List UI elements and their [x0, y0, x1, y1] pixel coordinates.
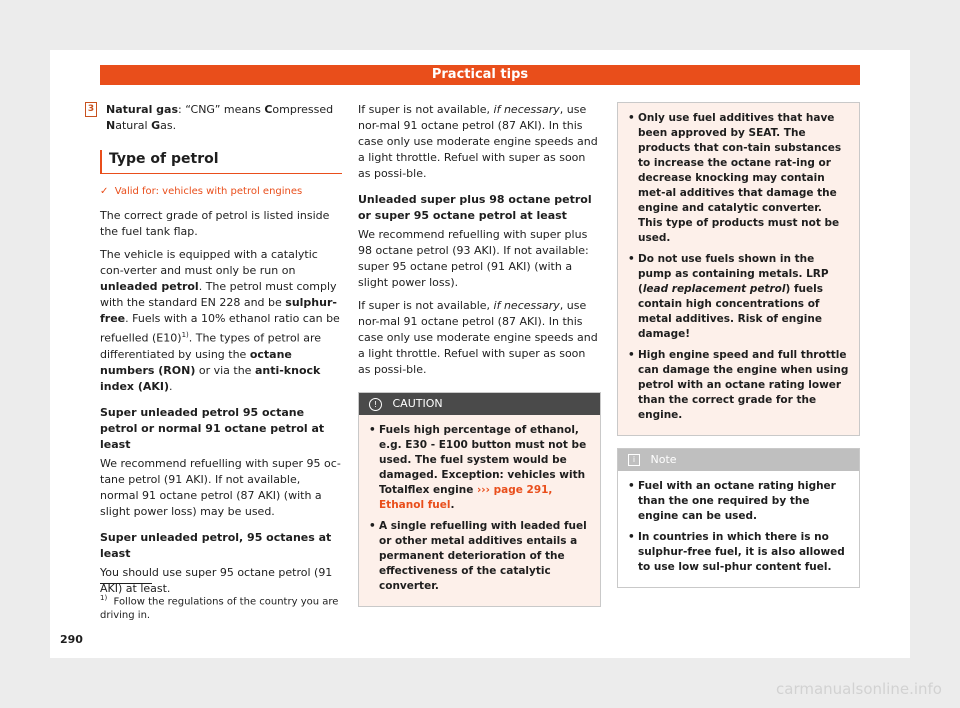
subheading: Super unleaded petrol 95 octane petrol or normal 91 octane petrol at least — [100, 405, 325, 451]
watermark: carmanualsonline.info — [776, 680, 942, 698]
note-bullet: • Fuel with an octane rating higher than the one required by the engine can be used. — [628, 479, 849, 524]
natural-gas-text: as. — [160, 119, 177, 132]
paragraph: You should use super 95 octane petrol (91 AKI) at least. — [100, 565, 333, 595]
footnote — [100, 591, 345, 623]
check-icon: ✓ — [100, 186, 109, 197]
info-icon: i — [628, 454, 640, 466]
text: Fuels high percentage of ethanol, e.g. E30 - E100 button must not be used. The fuel system would be damaged. Exception: vehicles with Totalflex engine — [379, 424, 587, 496]
text: or via the — [195, 363, 255, 377]
paragraph: We recommend refuelling with super plus 98 octane petrol (93 AKI). If not available: super 95 octane petrol (91 AKI) (with a slight power loss). — [358, 228, 589, 289]
bold-text: unleaded petrol — [100, 280, 199, 293]
bold-text: octane numbers (RON) — [100, 347, 292, 377]
natural-gas-label: Natural gas — [106, 103, 179, 116]
natural-gas-text: ompressed — [272, 103, 334, 116]
note-header — [618, 449, 859, 471]
text: , use nor-mal 91 octane petrol (87 AKI). In this case only use moderate engine speeds and a light throttle. Refuel with super as soon as possi-ble. — [358, 103, 598, 180]
caution-bullet: • A single refuelling with leaded fuel or other metal additives entails a permanent deterioration of the effectiveness of the catalytic converter. — [369, 519, 590, 594]
caution-title: CAUTION — [392, 397, 443, 410]
caution-header — [359, 393, 600, 415]
section-title: Type of petrol — [100, 150, 342, 174]
text: , use nor-mal 91 octane petrol (87 AKI). In this case only use moderate engine speeds and a light throttle. Refuel with super as soon as possi-ble. — [358, 299, 598, 376]
page-number: 290 — [60, 633, 83, 646]
warning-bullet: • Only use fuel additives that have been approved by SEAT. The products that con-tain substances to increase the octane rat-ing or decrease knocking may contain met-al additives that damage the engine and catalytic converter. This type of products must not be used. — [628, 111, 849, 246]
caution-box — [358, 392, 601, 607]
subheading: Super unleaded petrol, 95 octanes at least — [100, 530, 332, 560]
bold-text: sulphur-free — [100, 296, 337, 325]
text: The vehicle is equipped with a catalytic con-verter and must only be run on — [100, 248, 318, 277]
link-text: page 291, Ethanol fuel — [379, 484, 553, 511]
text: . The types of petrol are differentiated by using the — [100, 331, 322, 361]
page-header: Practical tips — [100, 65, 860, 85]
note-box — [617, 448, 860, 588]
footnote-divider — [100, 583, 152, 584]
natural-gas-text: atural — [115, 119, 152, 132]
paragraph — [358, 102, 601, 182]
column-right — [617, 102, 860, 588]
warning-box — [617, 102, 860, 436]
valid-for-text: Valid for: vehicles with petrol engines — [114, 186, 303, 197]
footnote-text: Follow the regulations of the country you are driving in. — [100, 596, 339, 622]
text: . — [169, 379, 173, 393]
caution-body — [359, 415, 600, 606]
letter-n: N — [106, 119, 116, 132]
text: . Fuels with a 10% ethanol ratio can be refuelled (E10) — [100, 312, 340, 345]
text: If super is not available, — [358, 103, 494, 116]
text: . The petrol must comply with the standard EN 228 and be — [100, 280, 337, 309]
note-title: Note — [650, 453, 677, 466]
subheading: Unleaded super plus 98 octane petrol or super 95 octane petrol at least — [358, 193, 592, 222]
italic-text: lead replacement petrol — [642, 283, 786, 295]
text: If super is not available, — [358, 299, 494, 312]
bold-text: anti-knock index (AKI) — [100, 363, 321, 393]
natural-gas-item — [87, 102, 342, 134]
valid-for-line — [100, 184, 342, 200]
note-body — [618, 471, 859, 587]
column-left — [87, 102, 342, 604]
note-bullet: • In countries in which there is no sulphur-free fuel, it is also allowed to use low sul-phur content fuel. — [628, 530, 849, 575]
caution-bullet — [369, 423, 590, 513]
letter-c: C — [264, 103, 273, 116]
column-middle — [358, 102, 601, 607]
letter-g: G — [151, 119, 161, 132]
italic-text: if necessary — [493, 299, 560, 312]
text: . — [450, 499, 455, 511]
paragraph-catalytic — [100, 247, 342, 395]
paragraph: We recommend refuelling with super 95 oc-tane petrol (91 AKI). If not available, normal 91 octane petrol (87 AKI) (with a slight power loss) may be used. — [100, 456, 341, 518]
warning-bullet — [628, 252, 849, 342]
paragraph: The correct grade of petrol is listed inside the fuel tank flap. — [100, 209, 330, 238]
italic-text: if necessary — [493, 103, 560, 116]
caution-icon: ! — [369, 398, 382, 411]
paragraph — [358, 298, 601, 378]
warning-body — [618, 103, 859, 435]
natural-gas-text: : “CNG” means — [178, 103, 265, 116]
text: Do not use fuels shown in the pump as containing metals. LRP ( — [638, 253, 829, 295]
footnote-ref: 1) — [181, 331, 189, 339]
footnote-marker: 1) — [100, 594, 108, 602]
arrow-icon: ››› — [476, 484, 490, 496]
text: ) fuels contain high concentrations of metal additives. Risk of engine damage! — [638, 283, 823, 340]
item-number-badge: 3 — [85, 102, 97, 117]
warning-bullet: • High engine speed and full throttle can damage the engine when using petrol with an octane rating lower than the correct grade for the engine. — [628, 348, 849, 423]
